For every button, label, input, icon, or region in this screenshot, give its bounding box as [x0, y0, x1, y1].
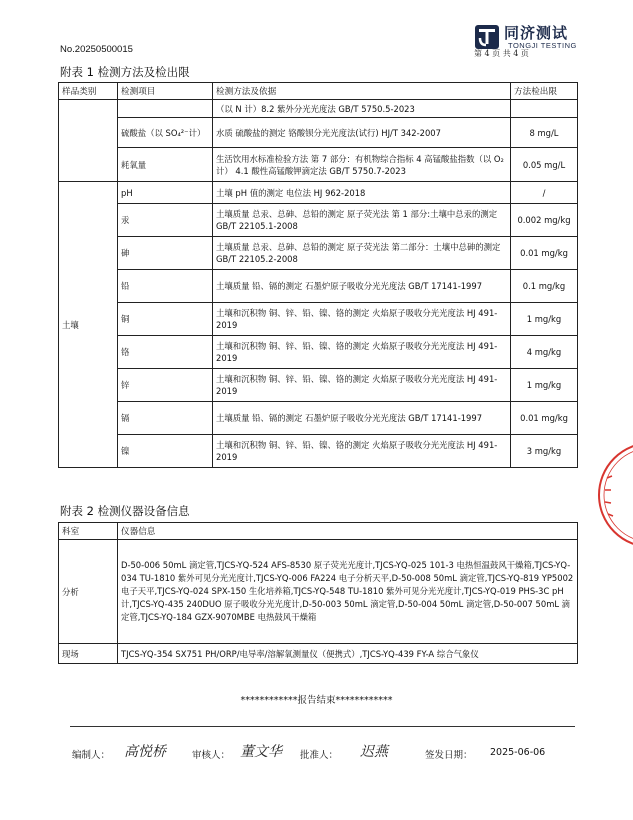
method-cell: 土壤 pH 值的测定 电位法 HJ 962-2018 — [213, 182, 511, 204]
table-row — [59, 270, 578, 303]
table2-title: 附表 2 检测仪器设备信息 — [60, 504, 190, 518]
instrument-info-cell: TJCS-YQ-354 SX751 PH/ORP/电导率/溶解氧测量仪（便携式）,TJCS-YQ-439 FY-A 综合气象仪 — [118, 644, 578, 664]
logo-chinese-text: 同济测试 — [504, 24, 569, 42]
item-cell: 硫酸盐（以 SO₄²⁻计） — [118, 118, 213, 148]
header-method: 检测方法及依据 — [213, 83, 511, 100]
method-cell: 土壤和沉积物 铜、锌、铅、镍、铬的测定 火焰原子吸收分光光度法 HJ 491-2019 — [213, 435, 511, 468]
header-department: 科室 — [59, 523, 118, 540]
page-indicator: 第 4 页 共 4 页 — [474, 49, 529, 58]
limit-cell: 0.002 mg/kg — [511, 204, 578, 237]
item-cell: 耗氧量 — [118, 148, 213, 182]
methods-table — [58, 82, 578, 468]
table-header-row — [59, 83, 578, 100]
limit-cell — [511, 100, 578, 118]
table-row — [59, 303, 578, 336]
method-cell: （以 N 计）8.2 紫外分光光度法 GB/T 5750.5-2023 — [213, 100, 511, 118]
table-row — [59, 182, 578, 204]
table-row — [59, 435, 578, 468]
limit-cell: 8 mg/L — [511, 118, 578, 148]
method-cell: 土壤质量 总汞、总砷、总铅的测定 原子荧光法 第 1 部分:土壤中总汞的测定 GB/T 22105.1-2008 — [213, 204, 511, 237]
item-cell: pH — [118, 182, 213, 204]
table-row — [59, 204, 578, 237]
method-cell: 土壤和沉积物 铜、锌、铅、镍、铬的测定 火焰原子吸收分光光度法 HJ 491-2019 — [213, 336, 511, 369]
table-row — [59, 100, 578, 118]
item-cell: 锌 — [118, 369, 213, 402]
item-cell: 汞 — [118, 204, 213, 237]
department-cell: 分析 — [59, 540, 118, 644]
table-row — [59, 237, 578, 270]
table-row — [59, 402, 578, 435]
item-cell: 铬 — [118, 336, 213, 369]
header-detection-limit: 方法检出限 — [511, 83, 578, 100]
limit-cell: 0.01 mg/kg — [511, 402, 578, 435]
header-instrument-info: 仪器信息 — [118, 523, 578, 540]
reviewer-label: 审核人： — [192, 750, 231, 761]
company-logo — [474, 22, 604, 58]
limit-cell: / — [511, 182, 578, 204]
item-cell: 砷 — [118, 237, 213, 270]
table-row — [59, 540, 578, 644]
limit-cell: 0.05 mg/L — [511, 148, 578, 182]
method-cell: 土壤质量 铅、镉的测定 石墨炉原子吸收分光光度法 GB/T 17141-1997 — [213, 402, 511, 435]
method-cell: 土壤质量 铅、镉的测定 石墨炉原子吸收分光光度法 GB/T 17141-1997 — [213, 270, 511, 303]
approver-label: 批准人： — [300, 750, 339, 761]
soil-category-cell: 土壤 — [59, 182, 118, 468]
method-cell: 土壤和沉积物 铜、锌、铅、镍、铬的测定 火焰原子吸收分光光度法 HJ 491-2019 — [213, 369, 511, 402]
header-sample-category: 样品类别 — [59, 83, 118, 100]
table-row — [59, 369, 578, 402]
table-row — [59, 644, 578, 664]
method-cell: 生活饮用水标准检验方法 第 7 部分：有机物综合指标 4 高锰酸盐指数（以 O₂ 计） 4.1 酸性高锰酸钾滴定法 GB/T 5750.7-2023 — [213, 148, 511, 182]
approver-signature: 迟燕 — [360, 744, 388, 760]
water-category-cell — [59, 100, 118, 182]
preparer-label: 编制人： — [72, 750, 111, 761]
reviewer-signature: 董文华 — [240, 744, 282, 760]
table-header-row — [59, 523, 578, 540]
tongji-logo-icon — [474, 24, 500, 50]
limit-cell: 4 mg/kg — [511, 336, 578, 369]
method-cell: 水质 硫酸盐的测定 铬酸钡分光光度法(试行) HJ/T 342-2007 — [213, 118, 511, 148]
limit-cell: 1 mg/kg — [511, 369, 578, 402]
department-cell: 现场 — [59, 644, 118, 664]
issue-date-label: 签发日期： — [425, 750, 473, 761]
method-cell: 土壤和沉积物 铜、锌、铅、镍、铬的测定 火焰原子吸收分光光度法 HJ 491-2019 — [213, 303, 511, 336]
method-cell: 土壤质量 总汞、总砷、总铅的测定 原子荧光法 第二部分：土壤中总砷的测定 GB/T 22105.2-2008 — [213, 237, 511, 270]
limit-cell: 1 mg/kg — [511, 303, 578, 336]
instrument-info-cell: D-50-006 50mL 滴定管,TJCS-YQ-524 AFS-8530 原子荧光光度计,TJCS-YQ-025 101-3 电热恒温鼓风干燥箱,TJCS-YQ-034 TU-1810 紫外可见分光光度计,TJCS-YQ-006 FA224 电子分析天平,D-50-008 50mL 滴定管,TJCS-YQ-819 YP5002 电子天平,TJCS-YQ-024 SPX-150 生化培养箱,TJCS-YQ-548 TU-1810 紫外可见分光光度计,TJCS-YQ-019 PHS-3C pH 计,TJCS-YQ-435 240DUO 原子吸收分光光度计,D-50-003 50mL 滴定管,D-50-004 50mL 滴定管,D-50-007 50mL 滴定管,TJCS-YQ-184 GZX-9070MBE 电热鼓风干燥箱 — [118, 540, 578, 644]
report-end-marker: ************报告结束************ — [240, 695, 393, 706]
header-test-item: 检测项目 — [118, 83, 213, 100]
instruments-table — [58, 522, 578, 664]
issue-date-value: 2025-06-06 — [490, 747, 546, 758]
item-cell: 铜 — [118, 303, 213, 336]
divider — [70, 726, 575, 727]
item-cell — [118, 100, 213, 118]
report-number: No.20250500015 — [60, 44, 133, 55]
limit-cell: 0.01 mg/kg — [511, 237, 578, 270]
table-row — [59, 118, 578, 148]
table-row — [59, 336, 578, 369]
preparer-signature: 高悦桥 — [124, 744, 166, 760]
item-cell: 镉 — [118, 402, 213, 435]
limit-cell: 3 mg/kg — [511, 435, 578, 468]
table-row — [59, 148, 578, 182]
table1-title: 附表 1 检测方法及检出限 — [60, 65, 190, 79]
item-cell: 镍 — [118, 435, 213, 468]
company-seal-stamp — [583, 440, 633, 550]
logo-english-text: TONGJI TESTING — [508, 41, 577, 50]
limit-cell: 0.1 mg/kg — [511, 270, 578, 303]
item-cell: 铅 — [118, 270, 213, 303]
